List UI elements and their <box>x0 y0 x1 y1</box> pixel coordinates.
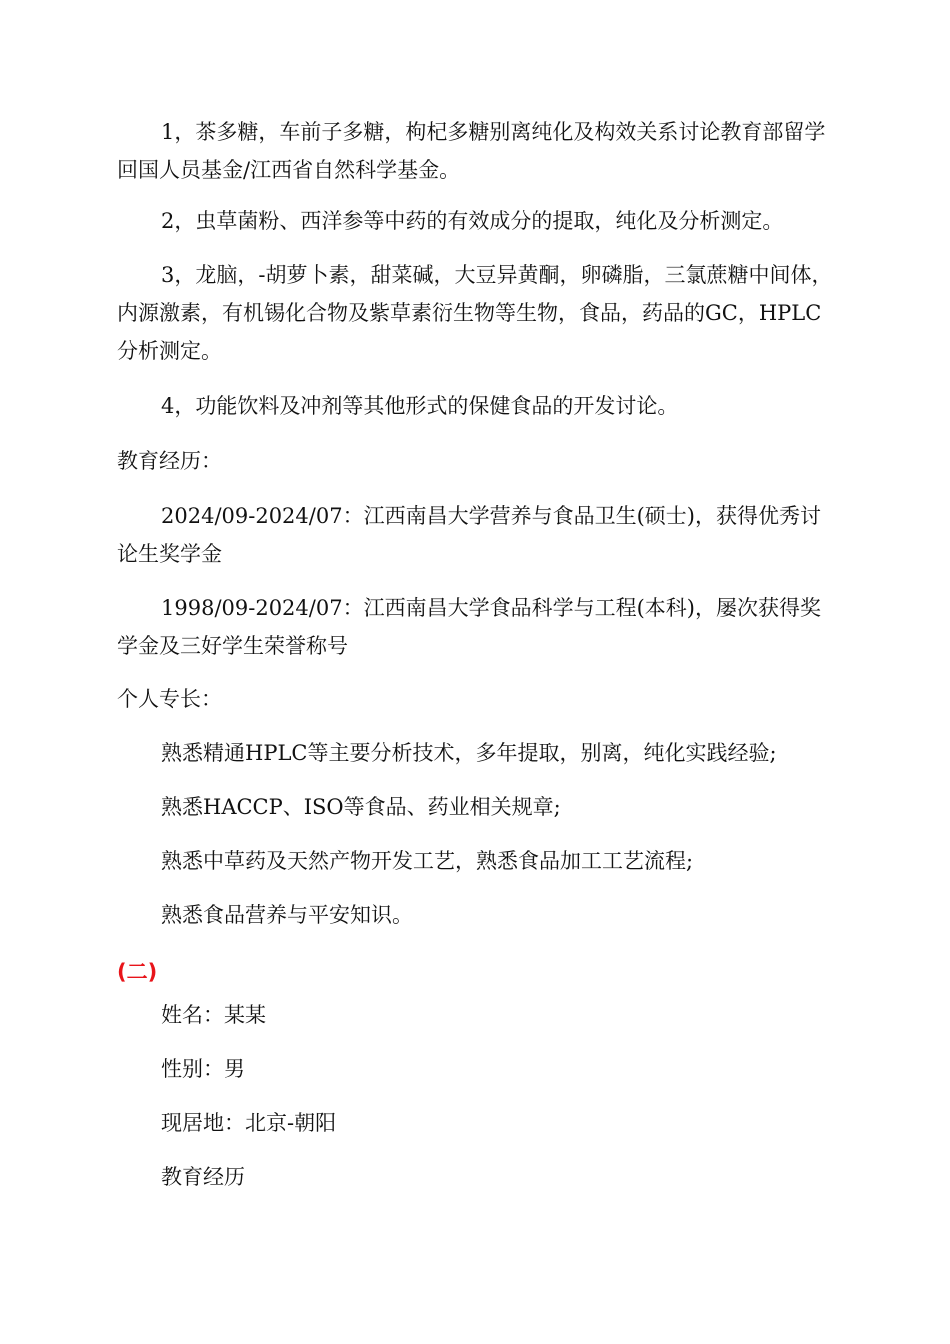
research-item-3: 3，龙脑，-胡萝卜素，甜菜碱，大豆异黄酮，卵磷脂，三氯蔗糖中间体，内源激素，有机锡化合物及紫草素衍生物等生物，食品，药品的GC，HPLC分析测定。 <box>117 263 833 363</box>
skill-item: 熟悉HACCP、ISO等食品、药业相关规章; <box>161 795 561 819</box>
research-item-4: 4，功能饮料及冲剂等其他形式的保健食品的开发讨论。 <box>161 394 679 418</box>
research-item-1: 1，茶多糖，车前子多糖，枸杞多糖别离纯化及构效关系讨论教育部留学回国人员基金/江西省自然科学基金。 <box>117 120 826 182</box>
skills-heading: 个人专长： <box>117 687 222 711</box>
research-item-2: 2，虫草菌粉、西洋参等中药的有效成分的提取，纯化及分析测定。 <box>161 209 784 233</box>
profile-residence: 现居地：北京-朝阳 <box>161 1111 337 1135</box>
section-2-mark: (二) <box>117 960 158 984</box>
profile-education-heading: 教育经历 <box>161 1165 245 1189</box>
skill-item: 熟悉精通HPLC等主要分析技术，多年提取，别离，纯化实践经验; <box>161 741 777 765</box>
profile-name: 姓名：某某 <box>161 1003 266 1027</box>
education-heading: 教育经历： <box>117 449 222 473</box>
skill-item: 熟悉食品营养与平安知识。 <box>161 903 413 927</box>
profile-gender: 性别：男 <box>161 1057 245 1081</box>
education-entry-1: 2024/09-2024/07：江西南昌大学营养与食品卫生(硕士)，获得优秀讨论生奖学金 <box>117 504 821 566</box>
education-entry-2: 1998/09-2024/07：江西南昌大学食品科学与工程(本科)，屡次获得奖学金及三好学生荣誉称号 <box>117 596 821 658</box>
skill-item: 熟悉中草药及天然产物开发工艺，熟悉食品加工工艺流程; <box>161 849 694 873</box>
